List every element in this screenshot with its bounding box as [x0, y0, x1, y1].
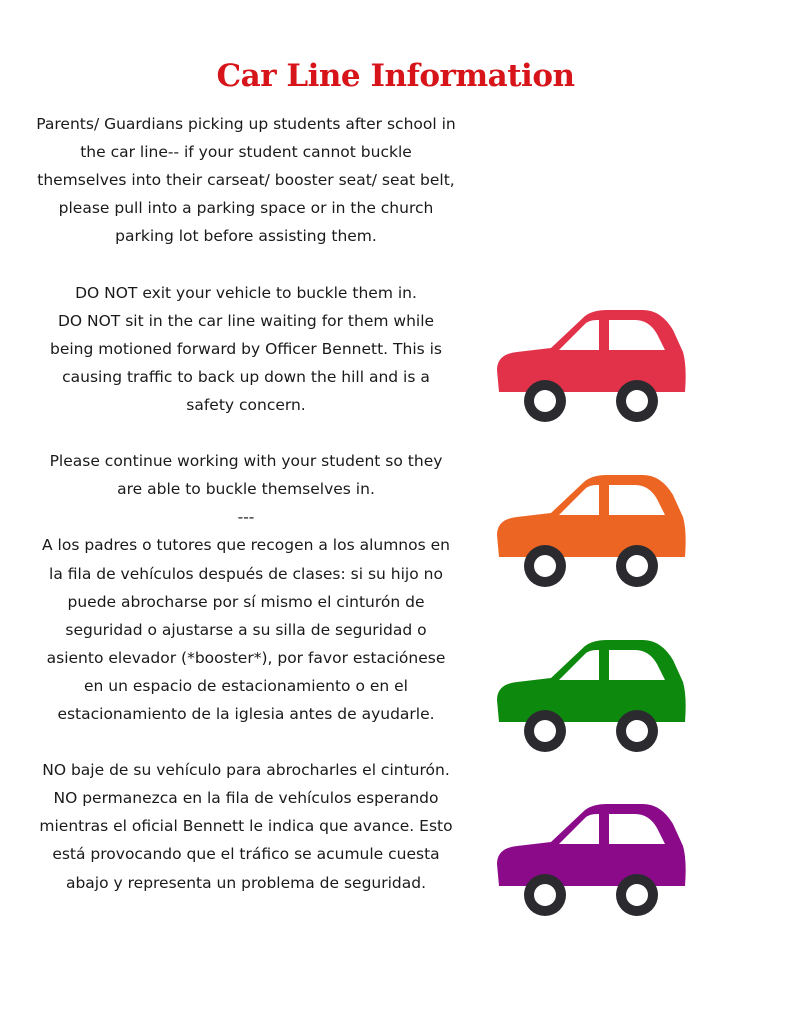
car-graphic	[489, 638, 689, 754]
english-intro: Parents/ Guardians picking up students after school in the car line-- if your student cannot buckle themselves into their carseat/ booster seat/ seat belt, please pull into a parking space or in the church parking lot before assisting them.	[36, 115, 456, 246]
car-hubcap	[534, 884, 556, 906]
car-icon	[489, 308, 689, 424]
car-icon	[489, 802, 689, 918]
car-icon	[489, 473, 689, 589]
page-title: Car Line Information	[216, 58, 575, 94]
spanish-intro: A los padres o tutores que recogen a los alumnos en la fila de vehículos después de clases: si su hijo no puede abrocharse por sí mismo el cinturón de seguridad o ajustarse a su silla de seguridad o asiento elevador (*booster*), por favor estaciónese en un espacio de estacionamiento o en el estacionamiento de la iglesia antes de ayudarle.	[42, 536, 450, 723]
spanish-no-baje: NO baje de su vehículo para abrocharles el cinturón.	[42, 761, 450, 780]
text-column	[36, 110, 456, 897]
english-do-not-exit: DO NOT exit your vehicle to buckle them in.	[75, 283, 417, 302]
car-hubcap	[534, 555, 556, 577]
car-hubcap	[626, 884, 648, 906]
car-graphic	[489, 473, 689, 589]
english-do-not-sit: DO NOT sit in the car line waiting for them while being motioned forward by Officer Bennett. This is causing traffic to back up down the hill and is a safety concern.	[49, 311, 443, 414]
car-hubcap	[534, 390, 556, 412]
spanish-no-permanezca: NO permanezca en la fila de vehículos esperando mientras el oficial Bennett le indica que avance. Esto está provocando que el tráfico se acumule cuesta abajo y representa un problema de seguridad.	[39, 789, 453, 892]
separator: ---	[237, 508, 255, 527]
car-icon	[489, 638, 689, 754]
car-hubcap	[626, 555, 648, 577]
car-hubcap	[534, 720, 556, 742]
car-hubcap	[626, 720, 648, 742]
car-graphic	[489, 802, 689, 918]
english-continue: Please continue working with your student so they are able to buckle themselves in.	[49, 452, 443, 499]
car-hubcap	[626, 390, 648, 412]
car-graphic	[489, 308, 689, 424]
